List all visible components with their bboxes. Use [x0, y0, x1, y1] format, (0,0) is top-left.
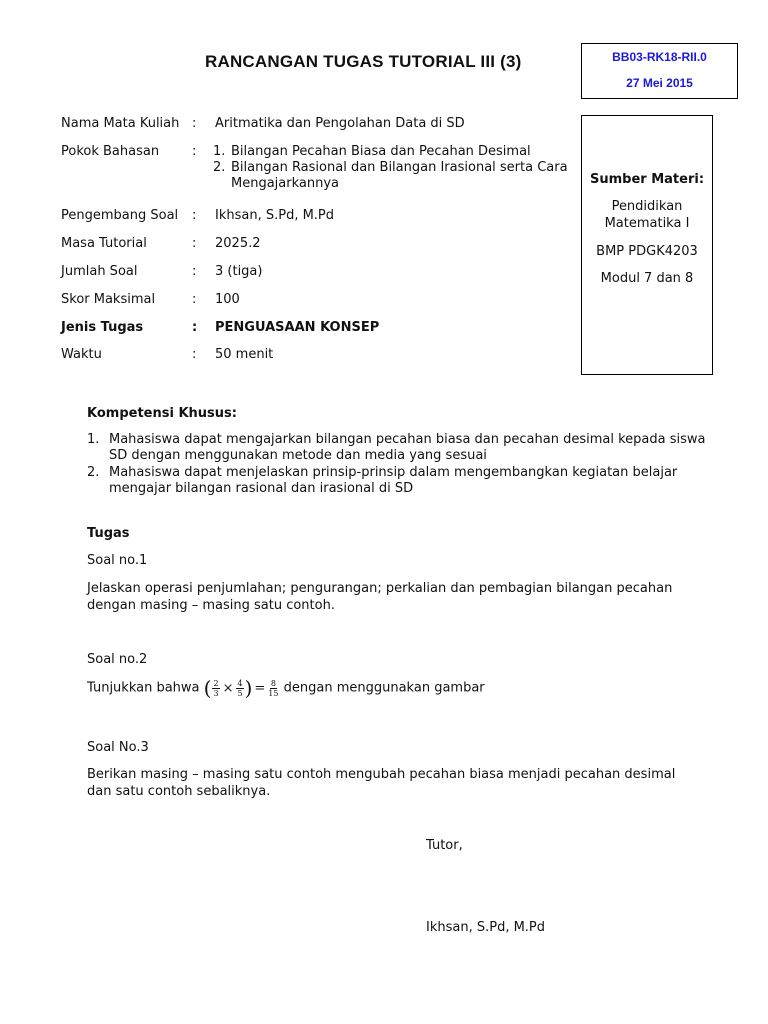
info-value: Ikhsan, S.Pd, M.Pd: [215, 208, 335, 223]
tutor-name: Ikhsan, S.Pd, M.Pd: [426, 920, 546, 935]
question-2-label: Soal no.2: [87, 652, 148, 667]
tasks-heading: Tugas: [87, 526, 130, 541]
fraction-result-numerator: 8: [270, 678, 276, 688]
info-value: 3 (tiga): [215, 264, 263, 279]
fraction-b: [236, 679, 243, 698]
fraction-result-denominator: 15: [268, 688, 279, 698]
fraction-b-denominator: 5: [237, 688, 243, 698]
info-colon: :: [192, 320, 198, 335]
fraction-a-numerator: 2: [213, 678, 219, 688]
topic-item: [213, 144, 583, 160]
document-code-box: [581, 43, 738, 99]
info-colon: :: [192, 208, 197, 223]
info-colon: :: [192, 292, 197, 307]
fraction-b-numerator: 4: [237, 678, 243, 688]
topic-list: [213, 144, 583, 192]
info-label: Jumlah Soal: [61, 264, 138, 279]
fraction-result: [268, 679, 278, 698]
question-2-text: [87, 678, 687, 698]
info-value: PENGUASAAN KONSEP: [215, 320, 380, 335]
competency-text: Mahasiswa dapat menjelaskan prinsip-prinsip dalam mengembangkan kegiatan belajar mengajar bilangan rasional dan irasional di SD: [109, 465, 678, 496]
competency-number: 1.: [87, 432, 100, 447]
topic-item: [213, 160, 571, 192]
competency-number: 2.: [87, 465, 100, 480]
tutor-label: Tutor,: [426, 838, 463, 853]
info-label: Masa Tutorial: [61, 236, 147, 251]
question-1-label: Soal no.1: [87, 553, 148, 568]
document-title: RANCANGAN TUGAS TUTORIAL III (3): [205, 52, 522, 71]
info-label: Jenis Tugas: [61, 320, 144, 335]
competency-heading: Kompetensi Khusus:: [87, 406, 237, 421]
info-colon: :: [192, 144, 197, 159]
info-label: Pokok Bahasan: [61, 144, 160, 159]
source-book: Pendidikan Matematika I: [604, 199, 690, 231]
question-3-label: Soal No.3: [87, 740, 149, 755]
fraction-equation: [204, 678, 280, 698]
info-label: Waktu: [61, 347, 102, 362]
topic-number: 2.: [213, 160, 226, 175]
source-material-box: [581, 115, 713, 375]
info-value: Aritmatika dan Pengolahan Data di SD: [215, 116, 465, 131]
source-module: Modul 7 dan 8: [600, 271, 694, 286]
info-colon: :: [192, 116, 197, 131]
info-value: 50 menit: [215, 347, 274, 362]
competency-text: Mahasiswa dapat mengajarkan bilangan pecahan biasa dan pecahan desimal kepada siswa SD dengan menggunakan metode dan media yang sesuai: [109, 432, 706, 463]
source-heading: Sumber Materi:: [589, 172, 705, 187]
info-colon: :: [192, 264, 197, 279]
info-value: 2025.2: [215, 236, 261, 251]
info-colon: :: [192, 347, 197, 362]
info-label: Nama Mata Kuliah: [61, 116, 180, 131]
close-paren: ): [244, 676, 253, 700]
question-1-text: Jelaskan operasi penjumlahan; pengurangan; perkalian dan pembagian bilangan pecahan dengan masing – masing satu contoh.: [87, 581, 673, 613]
fraction-a: [212, 679, 219, 698]
competency-item: [87, 432, 707, 464]
question-2-suffix: dengan menggunakan gambar: [283, 680, 485, 696]
document-date: 27 Mei 2015: [626, 76, 693, 90]
competency-list: [87, 432, 707, 498]
question-2-prefix: Tunjukkan bahwa: [87, 680, 200, 696]
open-paren: (: [203, 676, 212, 700]
document-code: BB03-RK18-RII.0: [612, 50, 707, 64]
info-value: 100: [215, 292, 240, 307]
info-label: Pengembang Soal: [61, 208, 179, 223]
info-label: Skor Maksimal: [61, 292, 156, 307]
competency-item: [87, 465, 707, 497]
equals-sign: =: [254, 680, 266, 696]
topic-number: 1.: [213, 144, 226, 159]
topic-text: Bilangan Rasional dan Bilangan Irasional serta Cara Mengajarkannya: [231, 160, 568, 191]
source-bmp: BMP PDGK4203: [596, 244, 698, 259]
times-sign: ×: [222, 680, 234, 696]
fraction-a-denominator: 3: [213, 688, 219, 698]
info-colon: :: [192, 236, 197, 251]
topic-text: Bilangan Pecahan Biasa dan Pecahan Desimal: [231, 144, 531, 159]
question-3-text: Berikan masing – masing satu contoh mengubah pecahan biasa menjadi pecahan desimal dan satu contoh sebaliknya.: [87, 767, 676, 799]
